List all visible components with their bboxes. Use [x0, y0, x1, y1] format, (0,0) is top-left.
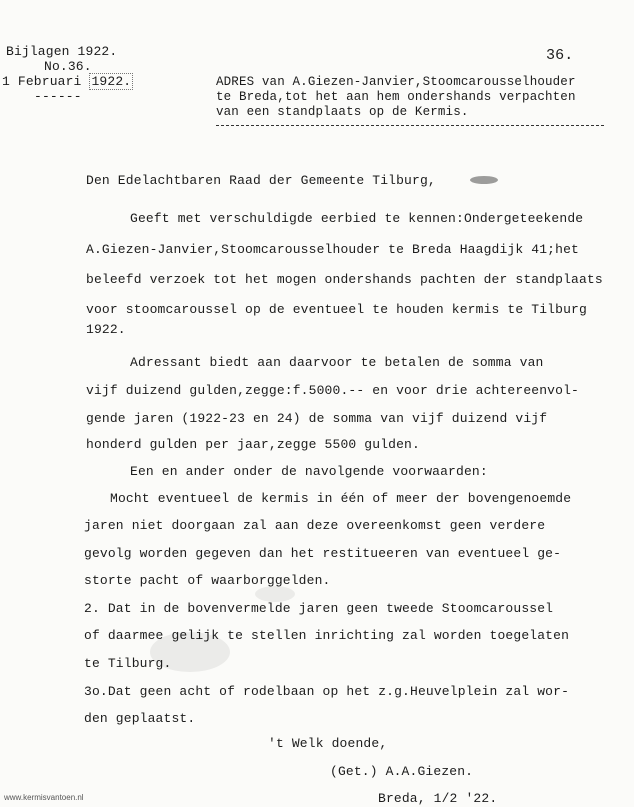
body-line: storte pacht of waarborggelden.	[84, 573, 331, 588]
watermark: www.kermisvantoen.nl	[4, 793, 84, 802]
body-line: voor stoomcaroussel op de eventueel te houden kermis te Tilburg	[86, 302, 587, 317]
subject-line-3: van een standplaats op de Kermis.	[216, 105, 469, 119]
salutation: Den Edelachtbaren Raad der Gemeente Tilburg,	[86, 173, 436, 188]
signature: (Get.) A.A.Giezen.	[330, 764, 474, 779]
subject-line-2: te Breda,tot het aan hem ondershands verpachten	[216, 90, 576, 104]
body-line: vijf duizend gulden,zegge:f.5000.-- en voor drie achtereenvol-	[86, 383, 579, 398]
body-line: te Tilburg.	[84, 656, 172, 671]
header-underline: ------	[34, 89, 82, 104]
header-date-day: 1 Februari	[2, 74, 90, 89]
body-line: honderd gulden per jaar,zegge 5500 gulden.	[86, 437, 420, 452]
header-date	[2, 74, 133, 90]
body-line: den geplaatst.	[84, 711, 196, 726]
body-line: Adressant biedt aan daarvoor te betalen de somma van	[130, 355, 544, 370]
closing-line: 't Welk doende,	[268, 736, 388, 751]
subject-line-1: ADRES van A.Giezen-Janvier,Stoomcarousselhouder	[216, 75, 576, 89]
body-line: 3o.Dat geen acht of rodelbaan op het z.g.Heuvelplein zal wor-	[84, 684, 570, 699]
header-annex-label: Bijlagen 1922.	[6, 44, 118, 59]
header-date-year: 1922.	[91, 74, 132, 89]
body-line: A.Giezen-Janvier,Stoomcarousselhouder te Breda Haagdijk 41;het	[86, 242, 579, 257]
body-line: jaren niet doorgaan zal aan deze overeenkomst geen verdere	[84, 518, 546, 533]
body-line: gevolg worden gegeven dan het restitueeren van eventueel ge-	[84, 546, 562, 561]
body-line: Mocht eventueel de kermis in één of meer der bovengenoemde	[110, 491, 572, 506]
body-line: beleefd verzoek tot het mogen ondershands pachten der standplaats	[86, 272, 603, 287]
body-line: gende jaren (1922-23 en 24) de somma van vijf duizend vijf	[86, 411, 548, 426]
scan-smudge	[470, 176, 498, 184]
header-number: No.36.	[44, 59, 92, 74]
body-line: Geeft met verschuldigde eerbied te kennen:Ondergeteekende	[130, 211, 584, 226]
subject-divider	[216, 125, 604, 126]
place-date: Breda, 1/2 '22.	[378, 791, 498, 806]
body-line: Een en ander onder de navolgende voorwaarden:	[130, 464, 488, 479]
page-number: 36.	[546, 47, 574, 64]
body-line: of daarmee gelijk te stellen inrichting zal worden toegelaten	[84, 628, 570, 643]
body-line: 1922.	[86, 322, 126, 337]
body-line: 2. Dat in de bovenvermelde jaren geen tweede Stoomcaroussel	[84, 601, 554, 616]
